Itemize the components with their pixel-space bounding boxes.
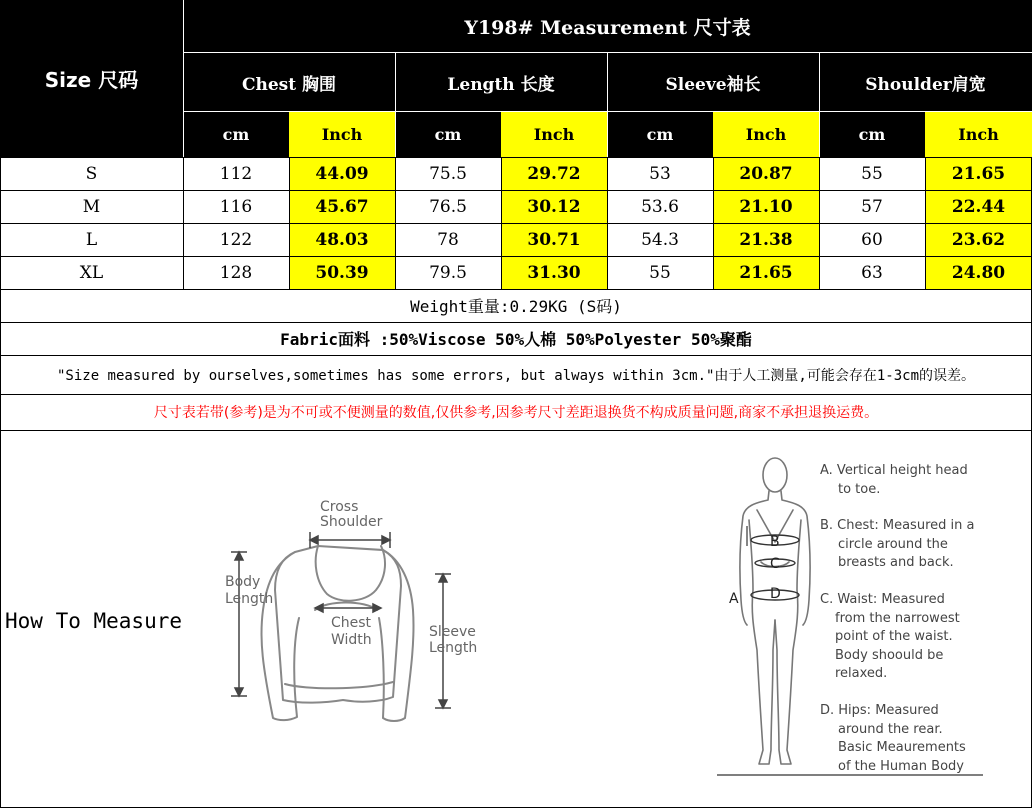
grid-line [289,157,290,289]
cell-sleeve-in: 20.87 [713,157,819,190]
cell-sleeve-in: 21.10 [713,190,819,223]
size-cell: L [85,229,98,250]
size-cell: XL [79,262,104,283]
disclaimer-en: "Size measured by ourselves,sometimes has some errors, but always within 3cm."由于人工测量,可能会存在1-3cm的误差。 [56,367,975,384]
size-cell: S [85,163,98,184]
cell-chest-cm: 116 [219,196,253,217]
cell-chest-in: 48.03 [289,223,395,256]
body-diagram [715,450,1015,780]
grid-line [0,157,1,808]
header-divider [183,0,184,157]
grid-line [395,157,396,289]
cell-length-in: 30.12 [501,190,607,223]
unit-cm: cm [607,112,713,157]
cell-length-cm: 76.5 [429,196,467,217]
cell-chest-cm: 122 [219,229,253,250]
grid-line [0,157,1032,158]
cell-length-cm: 79.5 [429,262,467,283]
grid-line [0,355,1032,356]
size-cell: M [82,196,101,217]
grid-line [183,157,184,289]
grid-line [0,190,1032,191]
unit-inch: Inch [289,112,395,157]
table-title: Y198# Measurement 尺寸表 [183,0,1032,53]
cell-sleeve-cm: 53.6 [641,196,679,217]
grid-line [0,430,1032,431]
group-chest: Chest 胸围 [183,53,395,112]
cell-shoulder-in: 23.62 [925,223,1032,256]
weight-row: Weight重量:0.29KG (S码) [410,297,622,316]
cross-shoulder-label: Shoulder [320,514,383,530]
cell-shoulder-in: 22.44 [925,190,1032,223]
note-c: relaxed. [835,666,888,681]
cross-shoulder-label: Cross [320,499,359,515]
marker-c: C [770,556,780,572]
cell-chest-cm: 128 [219,262,253,283]
grid-line [713,157,714,289]
note-a: to toe. [838,482,881,497]
unit-inch: Inch [713,112,819,157]
cell-shoulder-cm: 63 [861,262,883,283]
grid-line [0,394,1032,395]
size-header: Size 尺码 [0,0,183,157]
cell-chest-in: 44.09 [289,157,395,190]
fabric-row: Fabric面料 :50%Viscose 50%人棉 50%Polyester 50%聚酯 [280,330,752,349]
note-c: C. Waist: Measured [820,592,945,607]
sleeve-length-label: Sleeve [429,624,476,640]
chest-width-label: Width [331,632,372,648]
grid-line [0,256,1032,257]
grid-line [0,322,1032,323]
body-length-label: Body [225,574,261,590]
grid-line [819,157,820,289]
cell-shoulder-cm: 60 [861,229,883,250]
marker-b: B [770,534,780,550]
note-d: Basic Meaurements [838,740,966,755]
unit-inch: Inch [925,112,1032,157]
note-b: breasts and back. [838,555,954,570]
unit-cm: cm [183,112,289,157]
cell-sleeve-cm: 55 [649,262,671,283]
group-shoulder: Shoulder肩宽 [819,53,1032,112]
note-b: B. Chest: Measured in a [820,518,975,533]
header-divider [395,53,396,157]
note-a: A. Vertical height head [820,463,968,478]
header-divider [607,53,608,157]
cell-shoulder-cm: 57 [861,196,883,217]
cell-shoulder-in: 24.80 [925,256,1032,289]
unit-cm: cm [395,112,501,157]
note-b: circle around the [838,537,948,552]
body-length-label: Length [225,591,274,607]
cell-length-cm: 78 [437,229,459,250]
cell-chest-in: 45.67 [289,190,395,223]
group-sleeve: Sleeve袖长 [607,53,819,112]
cell-length-cm: 75.5 [429,163,467,184]
unit-cm: cm [819,112,925,157]
cell-length-in: 31.30 [501,256,607,289]
sleeve-length-label: Length [429,640,478,656]
cell-length-in: 30.71 [501,223,607,256]
how-to-measure-label: How To Measure [5,609,183,633]
grid-line [0,289,1032,290]
cell-shoulder-in: 21.65 [925,157,1032,190]
cell-sleeve-cm: 53 [649,163,671,184]
cell-chest-cm: 112 [219,163,253,184]
grid-line [0,223,1032,224]
cell-shoulder-cm: 55 [861,163,883,184]
garment-diagram [215,490,485,730]
grid-line [607,157,608,289]
unit-inch: Inch [501,112,607,157]
note-d: around the rear. [838,722,943,737]
cell-sleeve-cm: 54.3 [641,229,679,250]
chest-width-label: Chest [331,615,372,631]
cell-length-in: 29.72 [501,157,607,190]
header-divider [819,53,820,157]
marker-d: D [770,586,781,602]
cell-sleeve-in: 21.38 [713,223,819,256]
cell-chest-in: 50.39 [289,256,395,289]
grid-line [925,157,926,289]
note-d: D. Hips: Measured [820,703,939,718]
note-d: of the Human Body [838,759,964,774]
group-length: Length 长度 [395,53,607,112]
grid-line [501,157,502,289]
note-c: point of the waist. [835,629,953,644]
note-c: from the narrowest [835,611,960,626]
disclaimer-cn: 尺寸表若带(参考)是为不可或不便测量的数值,仅供参考,因参考尺寸差距退换货不构成质量问题,商家不承担退换运费。 [153,405,879,421]
note-c: Body shoould be [835,648,944,663]
marker-a: A [729,591,739,607]
cell-sleeve-in: 21.65 [713,256,819,289]
